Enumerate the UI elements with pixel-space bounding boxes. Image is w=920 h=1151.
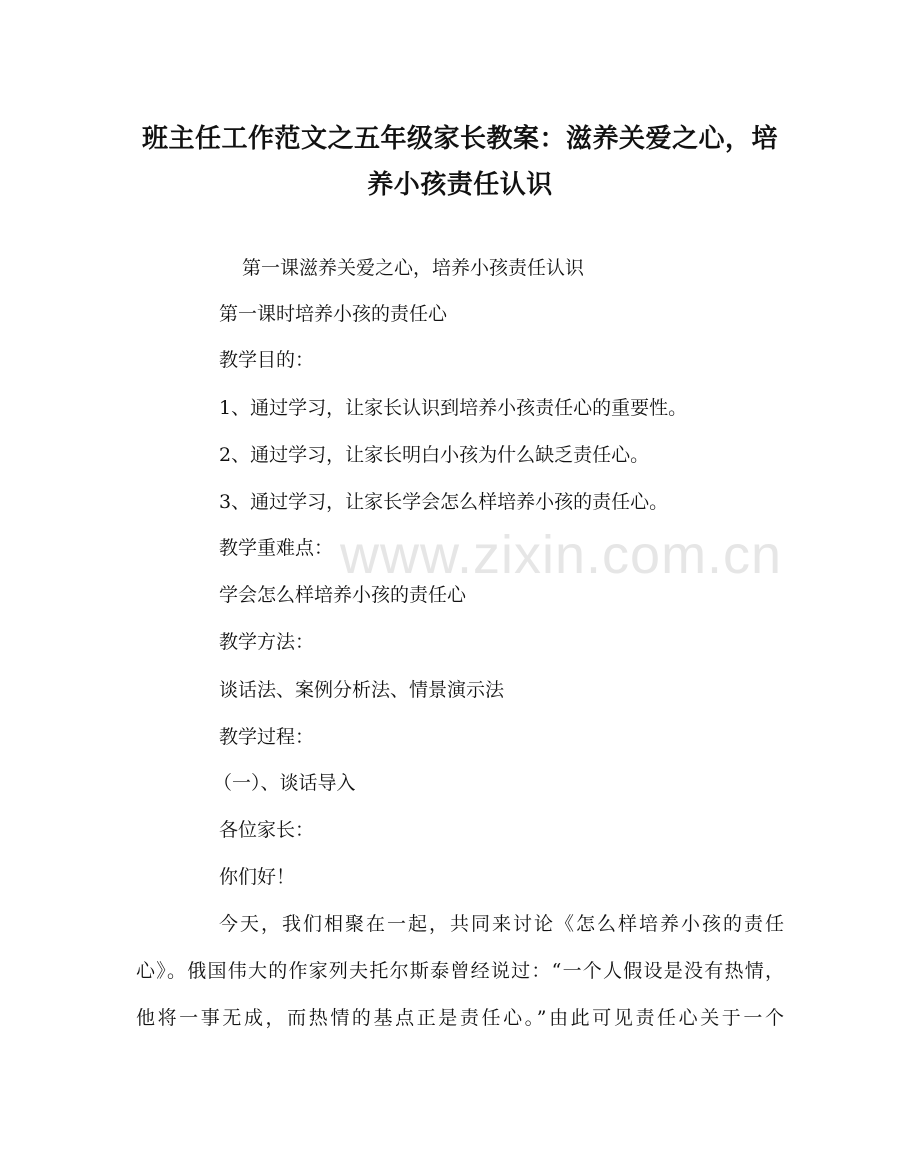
process-heading: 教学过程： [219,726,315,748]
objectives-heading: 教学目的： [219,349,315,371]
key-points-text: 学会怎么样培养小孩的责任心 [219,584,467,606]
document-title-line-2: 养小孩责任认识 [367,170,553,200]
greeting-line: 各位家长： [219,819,315,841]
section-intro-heading: （一）、谈话导入 [213,772,356,794]
key-points-heading: 教学重难点： [219,537,334,559]
paragraph-line-2: 心》。俄国伟大的作家列夫托尔斯泰曾经说过：“一个人假设是没有热情， [136,960,784,982]
methods-text: 谈话法、案例分析法、情景演示法 [219,679,505,701]
watermark-text: www.zixin.com.cn [340,525,783,585]
lesson-period-heading: 第一课时培养小孩的责任心 [219,303,448,325]
objective-item-3: 3、通过学习，让家长学会怎么样培养小孩的责任心。 [219,491,669,513]
paragraph-line-3: 他将一事无成，而热情的基点正是责任心。”由此可见责任心关于一个 [136,1007,784,1029]
document-title-line-1: 班主任工作范文之五年级家长教案：滋养关爱之心，培 [141,124,778,154]
hello-line: 你们好！ [219,866,296,888]
objective-item-1: 1、通过学习，让家长认识到培养小孩责任心的重要性。 [219,397,688,419]
methods-heading: 教学方法： [219,631,315,653]
lesson-heading: 第一课滋养关爱之心，培养小孩责任认识 [242,257,585,279]
objective-item-2: 2、通过学习，让家长明白小孩为什么缺乏责任心。 [219,444,650,466]
paragraph-line-1: 今天，我们相聚在一起，共同来讨论《怎么样培养小孩的责任 [219,913,784,935]
